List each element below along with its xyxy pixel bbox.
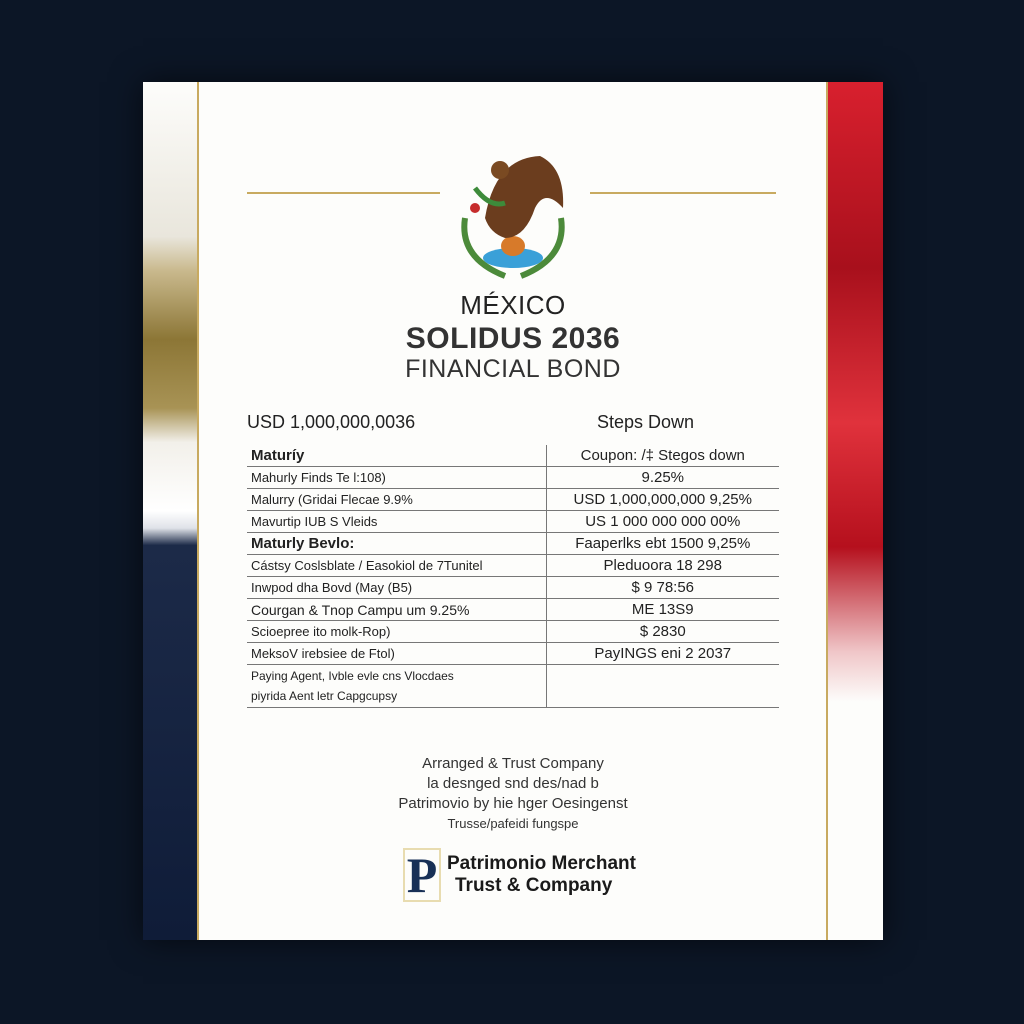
table-row: [247, 489, 779, 511]
arranger-statement: [143, 754, 883, 834]
row-value: [546, 665, 779, 708]
row-value: Pleduoora 18 298: [546, 555, 779, 577]
table-row: [247, 445, 779, 467]
footer-line: Arranged & Trust Company: [422, 755, 604, 772]
mexican-coat-of-arms-emblem: [445, 148, 581, 284]
company-name-line2: Trust & Company: [455, 875, 613, 896]
title-bond-type: FINANCIAL BOND: [405, 355, 621, 383]
table-row: [247, 511, 779, 533]
row-value: $ 9 78:56: [546, 577, 779, 599]
bond-terms-table: [247, 445, 779, 708]
row-label: [247, 665, 546, 708]
coupon-structure-heading: Steps Down: [597, 412, 695, 432]
row-label: Malurry (Gridai Flecae 9.9%: [247, 489, 546, 511]
company-name-line1: Patrimonio Merchant: [447, 853, 636, 874]
row-label-line: piyrida Aent letr Capgcupsy: [251, 689, 398, 703]
table-row: [247, 533, 779, 555]
flag-ribbon-right: [828, 82, 883, 702]
row-value: 9.25%: [546, 467, 779, 489]
gold-rule-left: [247, 192, 440, 194]
row-label: Inwpod dha Bovd (May (B5): [247, 577, 546, 599]
table-row: [247, 665, 779, 708]
row-value: US 1 000 000 000 00%: [546, 511, 779, 533]
row-label: Mahurly Finds Te l:108): [247, 467, 546, 489]
table-row: [247, 577, 779, 599]
row-label: Maturly Bevlo:: [247, 533, 546, 555]
row-label: Maturíy: [247, 445, 546, 467]
row-label: Mavurtip IUB S Vleids: [247, 511, 546, 533]
title-bond-name: SOLIDUS 2036: [405, 322, 621, 355]
table-row: [247, 621, 779, 643]
row-label: Scioepree ito molk-Rop): [247, 621, 546, 643]
footer-line: la desnged snd des/nad b: [427, 775, 599, 792]
bond-certificate: [143, 82, 883, 940]
row-value: Coupon: /‡ Stegos down: [546, 445, 779, 467]
gold-rule-right: [590, 192, 776, 194]
row-label: Cástsy Coslsblate / Easokiol de 7Tunitel: [247, 555, 546, 577]
row-value: Faaperlks ebt 1500 9,25%: [546, 533, 779, 555]
row-label-line: Paying Agent, Ivble evle cns Vlocdaes: [251, 669, 454, 683]
footer-line: Patrimovio by hie hger Oesingenst: [398, 795, 628, 812]
title-country: MÉXICO: [460, 290, 566, 320]
row-label: MeksoV irebsiee de Ftol): [247, 643, 546, 665]
principal-amount: USD 1,000,000,0036: [247, 412, 416, 432]
logo-monogram-icon: P: [403, 848, 441, 902]
row-value: USD 1,000,000,000 9,25%: [546, 489, 779, 511]
row-value: $ 2830: [546, 621, 779, 643]
row-value: PayINGS eni 2 2037: [546, 643, 779, 665]
table-row: [247, 467, 779, 489]
table-row: [247, 599, 779, 621]
company-logo: [403, 848, 636, 902]
row-value: ME 13S9: [546, 599, 779, 621]
table-row: [247, 643, 779, 665]
row-label: Courgan & Tnop Campu um 9.25%: [247, 599, 546, 621]
table-row: [247, 555, 779, 577]
footer-line: Trusse/pafeidi fungspe: [447, 816, 579, 831]
